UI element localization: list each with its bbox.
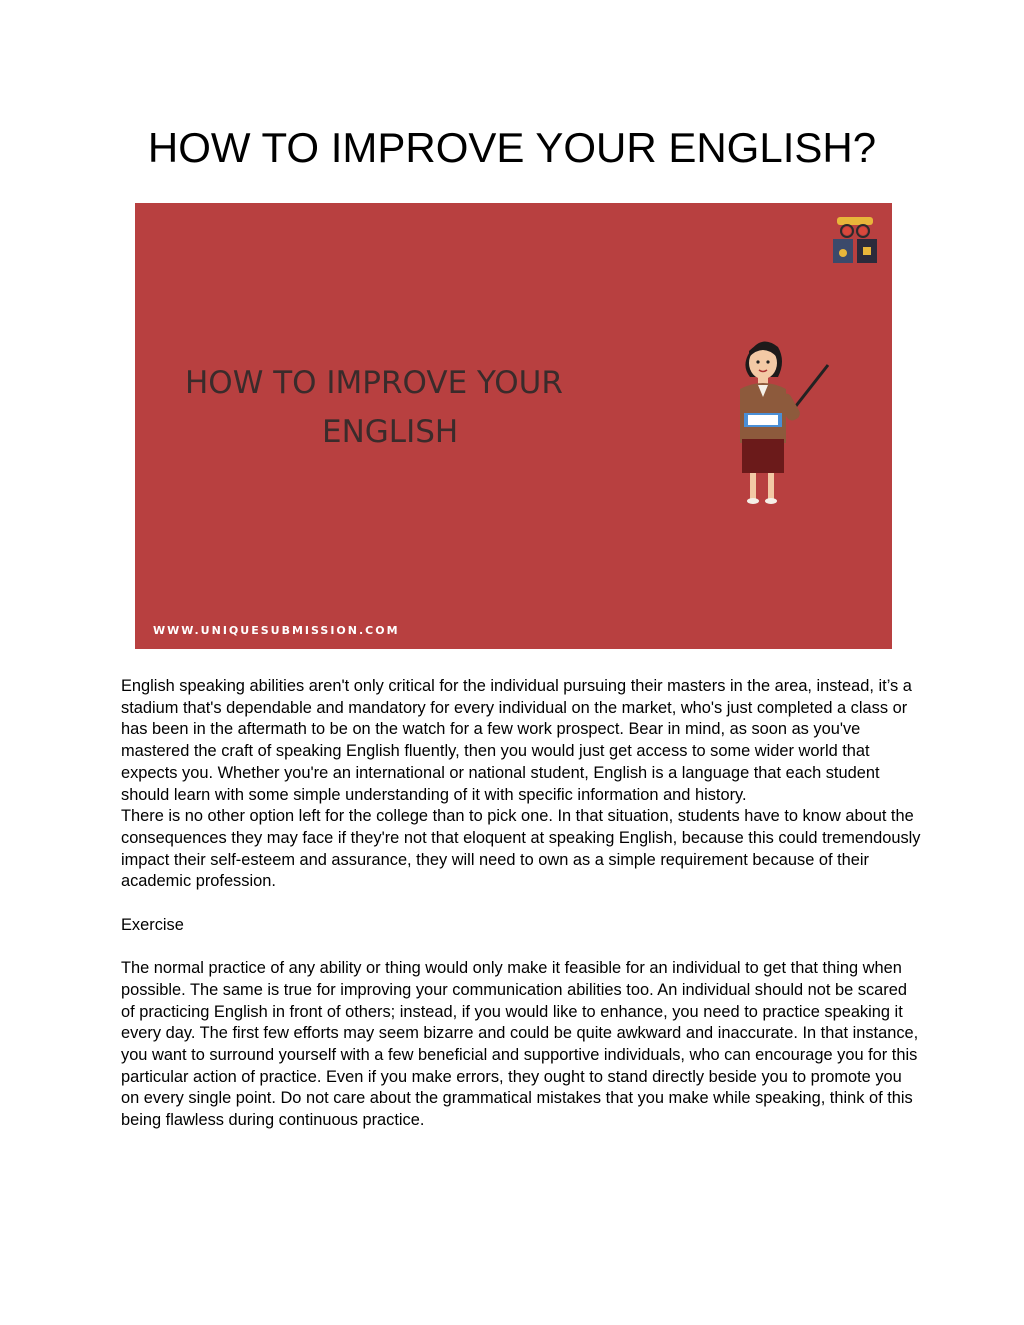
banner-heading (185, 359, 625, 457)
article-body (121, 676, 921, 1132)
page-title: HOW TO IMPROVE YOUR ENGLISH? (147, 124, 877, 171)
banner-heading-line-1: HOW TO IMPROVE YOUR (185, 365, 563, 401)
spacer (121, 893, 921, 915)
spacer (121, 936, 921, 958)
teacher-illustration-icon (720, 333, 840, 513)
banner-heading-line-2: ENGLISH (322, 414, 459, 450)
paragraph: There is no other option left for the college than to pick one. In that situation, students have to know about the consequences they may face if they're not that eloquent at speaking English, because this could tremendously impact their self-esteem and assurance, they will need to own as a simple requirement because of their academic profession. (121, 807, 921, 891)
banner-image (135, 203, 892, 649)
section-heading: Exercise (121, 915, 184, 934)
paragraph: English speaking abilities aren't only critical for the individual pursuing their masters in the area, instead, it’s a stadium that's dependable and mandatory for every individual on the market, who's just completed a class or has been in the aftermath to be on the watch for a few work prospect. Bear in mind, as soon as you've mastered the craft of speaking English fluently, then you would just get access to some wider world that expects you. Whether you're an international or national student, English is a language that each student should learn with some simple understanding of it with specific information and history. (121, 677, 912, 804)
paragraph: The normal practice of any ability or thing would only make it feasible for an individual to get that thing when possible. The same is true for improving your communication abilities too. An individual should not be scared of practicing English in front of others; instead, if you would like to enhance, you need to practice speaking it every day. The first few efforts may seem bizarre and could be quite awkward and inaccurate. In that instance, you want to surround yourself with a few beneficial and supportive individuals, who can encourage you for this particular action of practice. Even if you make errors, they ought to stand directly beside you to promote you on every single point. Do not care about the grammatical mistakes that you make while speaking, think of this being flawless during continuous practice. (121, 959, 919, 1130)
banner-url: WWW.UNIQUESUBMISSION.COM (153, 624, 400, 637)
logo-icon (825, 211, 885, 271)
